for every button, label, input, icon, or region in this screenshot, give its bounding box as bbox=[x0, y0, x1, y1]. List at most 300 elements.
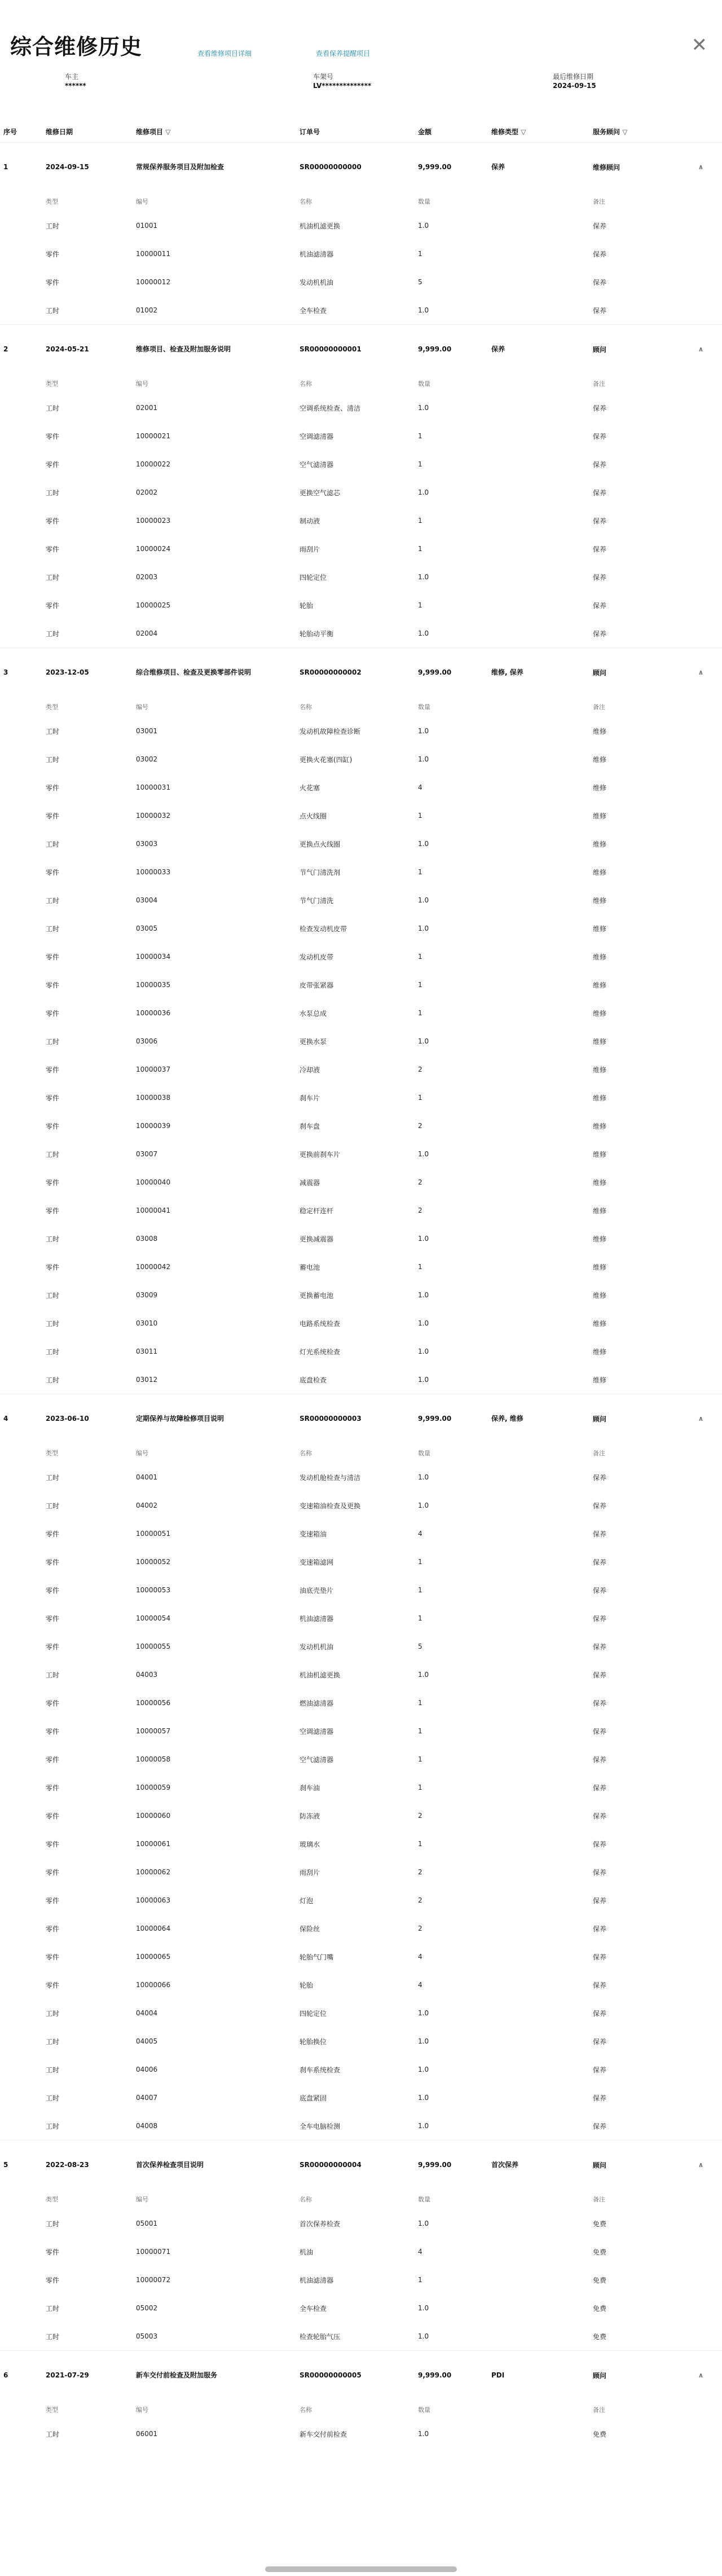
spacer bbox=[0, 1309, 42, 1337]
detail-row bbox=[0, 1055, 722, 1084]
detail-cell: 零件 bbox=[46, 1065, 60, 1074]
detail-cell: 02001 bbox=[136, 404, 158, 412]
detail-cell: 保养 bbox=[593, 629, 607, 638]
detail-row bbox=[0, 2027, 722, 2055]
detail-cell: 火花塞 bbox=[300, 783, 320, 792]
detail-cell: 刹车盘 bbox=[300, 1122, 320, 1130]
detail-row bbox=[0, 1604, 722, 1632]
detail-cell: 维修 bbox=[593, 981, 607, 989]
detail-cell: 1.0 bbox=[418, 1501, 429, 1509]
record-advisor: 维修顾问 bbox=[589, 143, 680, 192]
spacer bbox=[680, 1520, 722, 1548]
detail-row bbox=[0, 914, 722, 943]
spacer bbox=[680, 943, 722, 971]
spacer bbox=[0, 1802, 42, 1830]
detail-row bbox=[0, 422, 722, 450]
detail-header-row bbox=[0, 373, 722, 394]
detail-cell: 维修 bbox=[593, 1065, 607, 1074]
spacer bbox=[680, 1717, 722, 1745]
spacer bbox=[488, 2322, 589, 2351]
spacer bbox=[0, 1943, 42, 1971]
detail-cell: 名称 bbox=[300, 2406, 312, 2414]
vin-info bbox=[313, 72, 371, 90]
spacer bbox=[0, 422, 42, 450]
detail-cell: 1.0 bbox=[418, 755, 429, 763]
spacer bbox=[680, 1112, 722, 1140]
spacer bbox=[680, 1225, 722, 1253]
horizontal-scrollbar[interactable] bbox=[265, 2566, 457, 2572]
spacer bbox=[0, 1886, 42, 1914]
detail-row bbox=[0, 2112, 722, 2141]
collapse-icon[interactable]: ∧ bbox=[680, 325, 722, 374]
detail-cell: 备注 bbox=[593, 2406, 605, 2414]
detail-cell: 工时 bbox=[46, 924, 60, 933]
detail-cell: 变速箱油 bbox=[300, 1530, 327, 1538]
detail-cell: 机油滤清器 bbox=[300, 1614, 334, 1623]
page-title: 综合维修历史 bbox=[10, 34, 143, 59]
detail-cell: 1 bbox=[418, 1094, 422, 1102]
detail-cell: 雨刮片 bbox=[300, 1868, 320, 1877]
detail-cell: 零件 bbox=[46, 1896, 60, 1905]
spacer bbox=[680, 914, 722, 943]
detail-cell: 1 bbox=[418, 250, 422, 258]
detail-cell: 10000012 bbox=[136, 278, 171, 286]
detail-cell: 保养 bbox=[593, 1896, 607, 1905]
detail-cell: 5 bbox=[418, 278, 422, 286]
spacer bbox=[0, 745, 42, 773]
detail-cell: 保养 bbox=[593, 2066, 607, 2074]
detail-cell: 数量 bbox=[418, 2406, 430, 2414]
detail-cell: 保养 bbox=[593, 1925, 607, 1933]
detail-cell: 新车交付前检查 bbox=[300, 2430, 347, 2438]
spacer bbox=[488, 1661, 589, 1689]
spacer bbox=[680, 2420, 722, 2448]
detail-cell: 更换减震器 bbox=[300, 1235, 334, 1243]
spacer bbox=[680, 1491, 722, 1520]
spacer bbox=[0, 1858, 42, 1886]
repair-detail-link[interactable]: 查看维修项目详细 bbox=[197, 50, 252, 58]
detail-cell: 10000036 bbox=[136, 1009, 171, 1017]
record-type: 保养, 维修 bbox=[488, 1394, 589, 1443]
detail-cell: 检查轮胎气压 bbox=[300, 2332, 341, 2341]
spacer bbox=[680, 1027, 722, 1055]
detail-cell: 10000041 bbox=[136, 1206, 171, 1214]
detail-cell: 03011 bbox=[136, 1348, 158, 1355]
detail-cell: 发动机机油 bbox=[300, 278, 334, 287]
detail-row bbox=[0, 1971, 722, 1999]
spacer bbox=[0, 591, 42, 619]
spacer bbox=[680, 619, 722, 648]
spacer bbox=[680, 745, 722, 773]
detail-cell: 10000035 bbox=[136, 981, 171, 989]
spacer bbox=[0, 1830, 42, 1858]
spacer bbox=[488, 1443, 589, 1463]
record-row[interactable] bbox=[0, 2351, 722, 2400]
detail-cell: 2 bbox=[418, 1868, 422, 1876]
spacer bbox=[488, 268, 589, 296]
detail-cell: 四轮定位 bbox=[300, 2009, 327, 2018]
detail-cell: 04006 bbox=[136, 2066, 158, 2073]
detail-row bbox=[0, 1886, 722, 1914]
record-type: 保养 bbox=[488, 143, 589, 192]
repair-history-table bbox=[0, 121, 722, 2448]
detail-cell: 10000034 bbox=[136, 953, 171, 961]
detail-row bbox=[0, 1520, 722, 1548]
spacer bbox=[680, 1689, 722, 1717]
detail-cell: 名称 bbox=[300, 2196, 312, 2203]
maintenance-reminder-link[interactable]: 查看保养提醒项目 bbox=[316, 50, 371, 58]
detail-cell: 工时 bbox=[46, 1319, 60, 1328]
detail-row bbox=[0, 745, 722, 773]
spacer bbox=[488, 563, 589, 591]
detail-cell: 零件 bbox=[46, 2248, 60, 2256]
detail-cell: 1.0 bbox=[418, 1376, 429, 1384]
spacer bbox=[488, 1886, 589, 1914]
spacer bbox=[488, 1366, 589, 1394]
spacer bbox=[488, 394, 589, 422]
detail-cell: 04005 bbox=[136, 2037, 158, 2045]
col-name[interactable] bbox=[133, 121, 296, 143]
spacer bbox=[488, 2294, 589, 2322]
spacer bbox=[488, 802, 589, 830]
detail-cell: 零件 bbox=[46, 1558, 60, 1566]
record-advisor: 顾问 bbox=[589, 325, 680, 374]
detail-cell: 1.0 bbox=[418, 306, 429, 314]
detail-cell: 刹车油 bbox=[300, 1784, 320, 1792]
detail-cell: 工时 bbox=[46, 1376, 60, 1384]
detail-cell: 1.0 bbox=[418, 1348, 429, 1355]
detail-cell: 免费 bbox=[593, 2332, 607, 2341]
spacer bbox=[488, 1309, 589, 1337]
detail-cell: 保养 bbox=[593, 1868, 607, 1877]
spacer bbox=[0, 802, 42, 830]
spacer bbox=[488, 2266, 589, 2294]
spacer bbox=[488, 1281, 589, 1309]
record-row[interactable] bbox=[0, 143, 722, 192]
detail-cell: 类型 bbox=[46, 2406, 58, 2414]
detail-cell: 1 bbox=[418, 517, 422, 525]
detail-cell: 10000062 bbox=[136, 1868, 171, 1876]
detail-cell: 冷却液 bbox=[300, 1065, 320, 1074]
detail-row bbox=[0, 1196, 722, 1225]
record-amount: 9,999.00 bbox=[415, 648, 488, 697]
detail-row bbox=[0, 1745, 722, 1773]
spacer bbox=[680, 450, 722, 478]
detail-cell: 变速箱油检查及更换 bbox=[300, 1501, 361, 1510]
detail-cell: 保养 bbox=[593, 488, 607, 497]
col-date[interactable]: 维修日期 bbox=[46, 127, 73, 136]
spacer bbox=[488, 2209, 589, 2238]
detail-cell: 节气门清洗剂 bbox=[300, 868, 341, 877]
detail-cell: 发动机机油 bbox=[300, 1643, 334, 1651]
record-order: SR00000000000 bbox=[296, 143, 415, 192]
spacer bbox=[488, 1632, 589, 1661]
detail-cell: 保养 bbox=[593, 1840, 607, 1848]
detail-row bbox=[0, 1717, 722, 1745]
detail-cell: 1.0 bbox=[418, 488, 429, 496]
spacer bbox=[680, 1604, 722, 1632]
collapse-icon[interactable]: ∧ bbox=[680, 648, 722, 697]
record-type: 维修, 保养 bbox=[488, 648, 589, 697]
detail-cell: 03009 bbox=[136, 1291, 158, 1299]
spacer bbox=[680, 2055, 722, 2084]
spacer bbox=[0, 1140, 42, 1168]
spacer bbox=[680, 2209, 722, 2238]
detail-row bbox=[0, 802, 722, 830]
detail-cell: 维修 bbox=[593, 1009, 607, 1018]
spacer bbox=[488, 971, 589, 999]
spacer bbox=[680, 1366, 722, 1394]
detail-cell: 空调滤清器 bbox=[300, 432, 334, 441]
detail-row bbox=[0, 535, 722, 563]
detail-cell: 工时 bbox=[46, 629, 60, 638]
spacer bbox=[488, 745, 589, 773]
spacer bbox=[680, 2238, 722, 2266]
filter-icon[interactable]: ▽ bbox=[622, 127, 628, 136]
detail-cell: 保养 bbox=[593, 1643, 607, 1651]
detail-row bbox=[0, 2084, 722, 2112]
detail-cell: 1 bbox=[418, 812, 422, 820]
detail-cell: 保养 bbox=[593, 1727, 607, 1736]
detail-cell: 工时 bbox=[46, 1501, 60, 1510]
detail-row bbox=[0, 1491, 722, 1520]
record-type: 首次保养 bbox=[488, 2141, 589, 2190]
detail-cell: 03005 bbox=[136, 924, 158, 932]
detail-row bbox=[0, 2055, 722, 2084]
detail-cell: 检查发动机皮带 bbox=[300, 924, 347, 933]
detail-cell: 刹车系统检查 bbox=[300, 2066, 341, 2074]
detail-cell: 维修 bbox=[593, 727, 607, 736]
record-type: 保养 bbox=[488, 325, 589, 374]
detail-cell: 维修 bbox=[593, 783, 607, 792]
spacer bbox=[0, 2084, 42, 2112]
spacer bbox=[0, 1337, 42, 1366]
detail-cell: 备注 bbox=[593, 703, 605, 711]
detail-cell: 保养 bbox=[593, 1530, 607, 1538]
spacer bbox=[680, 1281, 722, 1309]
detail-cell: 1.0 bbox=[418, 2430, 429, 2438]
detail-cell: 零件 bbox=[46, 1784, 60, 1792]
detail-cell: 零件 bbox=[46, 1840, 60, 1848]
spacer bbox=[0, 1604, 42, 1632]
detail-cell: 零件 bbox=[46, 545, 60, 553]
detail-cell: 1.0 bbox=[418, 1319, 429, 1327]
col-amount: 金额 bbox=[418, 127, 432, 136]
record-row[interactable] bbox=[0, 648, 722, 697]
filter-icon[interactable]: ▽ bbox=[165, 127, 171, 136]
detail-cell: 保养 bbox=[593, 2009, 607, 2018]
detail-cell: 零件 bbox=[46, 278, 60, 287]
detail-cell: 10000033 bbox=[136, 868, 171, 876]
detail-cell: 10000052 bbox=[136, 1558, 171, 1566]
spacer bbox=[680, 1084, 722, 1112]
detail-cell: 名称 bbox=[300, 198, 312, 205]
detail-row bbox=[0, 773, 722, 802]
spacer bbox=[0, 1055, 42, 1084]
detail-cell: 更换前刹车片 bbox=[300, 1150, 341, 1159]
detail-cell: 空气滤清器 bbox=[300, 460, 334, 469]
spacer bbox=[680, 1745, 722, 1773]
detail-cell: 10000025 bbox=[136, 601, 171, 609]
spacer bbox=[680, 2399, 722, 2420]
spacer bbox=[488, 914, 589, 943]
detail-cell: 灯光系统检查 bbox=[300, 1348, 341, 1356]
spacer bbox=[488, 1196, 589, 1225]
spacer bbox=[488, 830, 589, 858]
spacer bbox=[488, 1604, 589, 1632]
detail-cell: 保养 bbox=[593, 517, 607, 525]
detail-cell: 工时 bbox=[46, 1348, 60, 1356]
detail-cell: 零件 bbox=[46, 1755, 60, 1764]
detail-cell: 1.0 bbox=[418, 924, 429, 932]
detail-cell: 编号 bbox=[136, 198, 148, 205]
spacer bbox=[680, 212, 722, 240]
spacer bbox=[488, 1548, 589, 1576]
col-advisor[interactable] bbox=[589, 121, 680, 143]
detail-row bbox=[0, 1830, 722, 1858]
detail-cell: 免费 bbox=[593, 2276, 607, 2284]
detail-cell: 零件 bbox=[46, 1699, 60, 1707]
spacer bbox=[488, 1337, 589, 1366]
detail-cell: 1 bbox=[418, 953, 422, 961]
detail-cell: 1 bbox=[418, 1840, 422, 1848]
detail-cell: 维修 bbox=[593, 1094, 607, 1102]
detail-cell: 工时 bbox=[46, 1150, 60, 1159]
spacer bbox=[0, 2322, 42, 2351]
detail-cell: 04007 bbox=[136, 2094, 158, 2102]
detail-cell: 工时 bbox=[46, 840, 60, 848]
detail-row bbox=[0, 1999, 722, 2027]
detail-cell: 零件 bbox=[46, 981, 60, 989]
detail-cell: 轮胎动平衡 bbox=[300, 629, 334, 638]
spacer bbox=[680, 1632, 722, 1661]
record-row[interactable] bbox=[0, 325, 722, 374]
detail-row bbox=[0, 450, 722, 478]
detail-cell: 节气门清洗 bbox=[300, 896, 334, 905]
detail-cell: 保养 bbox=[593, 404, 607, 412]
detail-cell: 维修 bbox=[593, 1376, 607, 1384]
detail-cell: 1.0 bbox=[418, 1235, 429, 1243]
col-type[interactable] bbox=[488, 121, 589, 143]
spacer bbox=[488, 773, 589, 802]
detail-cell: 类型 bbox=[46, 198, 58, 205]
detail-cell: 10000059 bbox=[136, 1784, 171, 1791]
spacer bbox=[0, 563, 42, 591]
spacer bbox=[680, 1253, 722, 1281]
close-icon[interactable]: ✕ bbox=[691, 34, 707, 56]
spacer bbox=[680, 1548, 722, 1576]
detail-row bbox=[0, 1773, 722, 1802]
spacer bbox=[0, 1717, 42, 1745]
detail-row bbox=[0, 858, 722, 886]
spacer bbox=[680, 422, 722, 450]
detail-cell: 04004 bbox=[136, 2009, 158, 2017]
detail-row bbox=[0, 296, 722, 325]
detail-cell: 1.0 bbox=[418, 222, 429, 230]
collapse-icon[interactable]: ∧ bbox=[680, 143, 722, 192]
detail-cell: 保养 bbox=[593, 460, 607, 469]
detail-cell: 类型 bbox=[46, 2196, 58, 2203]
detail-cell: 1.0 bbox=[418, 2332, 429, 2340]
detail-cell: 工时 bbox=[46, 896, 60, 905]
spacer bbox=[0, 535, 42, 563]
detail-cell: 1.0 bbox=[418, 1671, 429, 1679]
spacer bbox=[488, 1745, 589, 1773]
detail-cell: 保养 bbox=[593, 1558, 607, 1566]
detail-cell: 02004 bbox=[136, 629, 158, 637]
detail-cell: 零件 bbox=[46, 1094, 60, 1102]
record-row[interactable] bbox=[0, 1394, 722, 1443]
filter-icon[interactable]: ▽ bbox=[521, 127, 526, 136]
spacer bbox=[680, 1999, 722, 2027]
detail-cell: 保养 bbox=[593, 278, 607, 287]
detail-cell: 1.0 bbox=[418, 404, 429, 412]
owner-label: 车主 bbox=[65, 73, 79, 81]
collapse-icon[interactable]: ∧ bbox=[680, 2351, 722, 2400]
detail-cell: 10000055 bbox=[136, 1643, 171, 1650]
detail-cell: 1.0 bbox=[418, 896, 429, 904]
collapse-icon[interactable]: ∧ bbox=[680, 1394, 722, 1443]
detail-cell: 更换水泵 bbox=[300, 1037, 327, 1046]
record-no: 6 bbox=[0, 2351, 42, 2400]
spacer bbox=[0, 507, 42, 535]
detail-cell: 零件 bbox=[46, 953, 60, 961]
detail-cell: 零件 bbox=[46, 1981, 60, 1989]
detail-cell: 1.0 bbox=[418, 2122, 429, 2130]
detail-header-row bbox=[0, 191, 722, 212]
spacer bbox=[488, 697, 589, 717]
record-row[interactable] bbox=[0, 2141, 722, 2190]
detail-cell: 轮胎气门嘴 bbox=[300, 1953, 334, 1961]
spacer bbox=[488, 943, 589, 971]
detail-cell: 03003 bbox=[136, 840, 158, 848]
spacer bbox=[0, 478, 42, 507]
detail-cell: 10000039 bbox=[136, 1122, 171, 1130]
detail-row bbox=[0, 591, 722, 619]
detail-cell: 10000021 bbox=[136, 432, 171, 440]
spacer bbox=[0, 1168, 42, 1196]
detail-cell: 保养 bbox=[593, 306, 607, 315]
detail-cell: 零件 bbox=[46, 601, 60, 610]
detail-cell: 维修 bbox=[593, 1150, 607, 1159]
spacer bbox=[488, 1463, 589, 1491]
detail-cell: 机油滤清器 bbox=[300, 2276, 334, 2284]
detail-cell: 10000066 bbox=[136, 1981, 171, 1989]
detail-cell: 机油滤清器 bbox=[300, 250, 334, 258]
last-repair-label: 最后维修日期 bbox=[553, 73, 594, 81]
detail-cell: 机油机滤更换 bbox=[300, 1671, 341, 1679]
detail-cell: 维修 bbox=[593, 1122, 607, 1130]
spacer bbox=[680, 2027, 722, 2055]
detail-cell: 工时 bbox=[46, 2122, 60, 2130]
spacer bbox=[488, 450, 589, 478]
spacer bbox=[680, 240, 722, 268]
record-name: 定期保养与故障检修项目说明 bbox=[133, 1394, 296, 1443]
detail-cell: 4 bbox=[418, 1953, 422, 1961]
detail-row bbox=[0, 830, 722, 858]
detail-cell: 类型 bbox=[46, 1450, 58, 1457]
detail-cell: 02002 bbox=[136, 488, 158, 496]
spacer bbox=[488, 2027, 589, 2055]
spacer bbox=[0, 697, 42, 717]
spacer bbox=[680, 1576, 722, 1604]
detail-cell: 工时 bbox=[46, 1235, 60, 1243]
collapse-icon[interactable]: ∧ bbox=[680, 2141, 722, 2190]
detail-cell: 数量 bbox=[418, 380, 430, 387]
spacer bbox=[680, 1802, 722, 1830]
detail-cell: 数量 bbox=[418, 703, 430, 711]
detail-cell: 10000061 bbox=[136, 1840, 171, 1848]
